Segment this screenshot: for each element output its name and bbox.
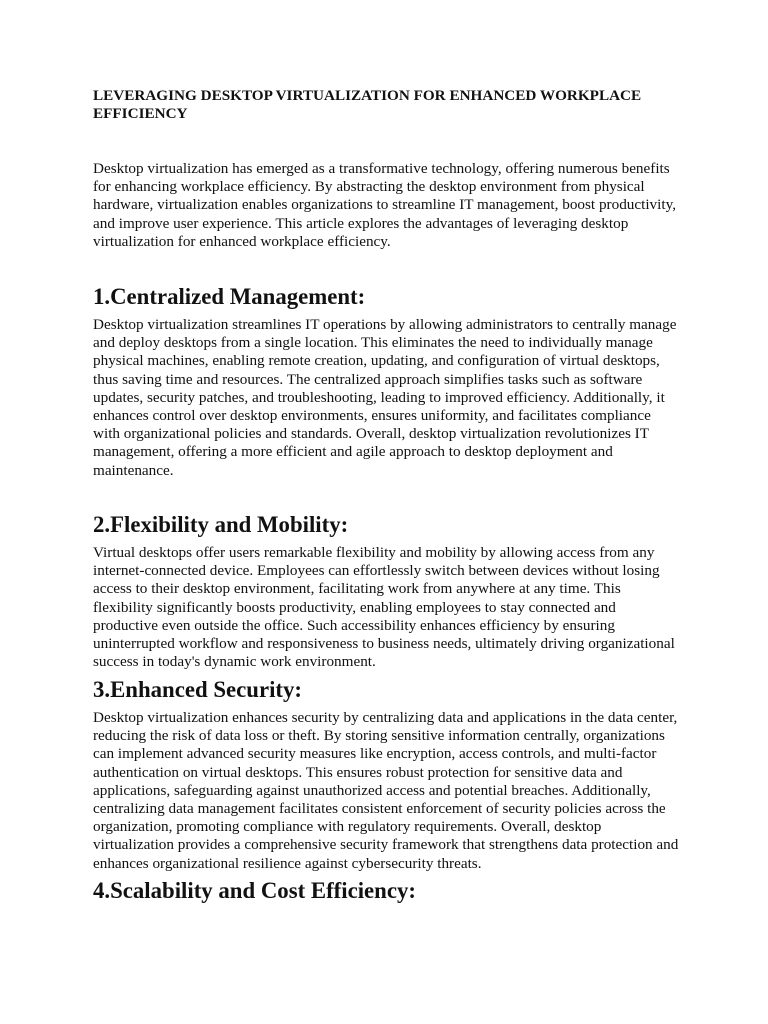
document-page xyxy=(93,86,681,903)
document-title: LEVERAGING DESKTOP VIRTUALIZATION FOR ENHANCED WORKPLACE EFFICIENCY xyxy=(93,87,642,123)
section-heading-enhanced-security: 3.Enhanced Security: xyxy=(93,677,302,702)
section-body-flexibility-mobility: Virtual desktops offer users remarkable flexibility and mobility by allowing access from any internet-connected device. Employees can effortlessly switch between devices without losing access to their desktop environment, facilitating work from anywhere at any time. This flexibility significantly boosts productivity, enabling employees to stay connected and productive even outside the office. Such accessibility enhances efficiency by ensuring uninterrupted workflow and responsiveness to business needs, ultimately driving organizational success in today's dynamic work environment. xyxy=(93,544,675,671)
section-body-enhanced-security: Desktop virtualization enhances security by centralizing data and applications in the data center, reducing the risk of data loss or theft. By storing sensitive information centrally, organizations can implement advanced security measures like encryption, access controls, and multi-factor authentication on virtual desktops. This ensures robust protection for sensitive data and applications, safeguarding against unauthorized access and potential breaches. Additionally, centralizing data management facilitates consistent enforcement of security policies across the organization, promoting compliance with regulatory requirements. Overall, desktop virtualization provides a comprehensive security framework that strengthens data protection and enhances organizational resilience against cybersecurity threats. xyxy=(93,709,679,872)
section-heading-scalability-cost: 4.Scalability and Cost Efficiency: xyxy=(93,878,416,903)
intro-paragraph: Desktop virtualization has emerged as a transformative technology, offering numerous benefits for enhancing workplace efficiency. By abstracting the desktop environment from physical hardware, virtualization enables organizations to streamline IT management, boost productivity, and improve user experience. This article explores the advantages of leveraging desktop virtualization for enhanced workplace efficiency. xyxy=(93,160,676,250)
section-body-centralized-management: Desktop virtualization streamlines IT operations by allowing administrators to centrally manage and deploy desktops from a single location. This eliminates the need to individually manage physical machines, enabling remote creation, updating, and configuration of virtual desktops, thus saving time and resources. The centralized approach simplifies tasks such as software updates, security patches, and troubleshooting, leading to improved efficiency. Additionally, it enhances control over desktop environments, ensures uniformity, and facilitates compliance with organizational policies and standards. Overall, desktop virtualization revolutionizes IT management, offering a more efficient and agile approach to desktop deployment and maintenance. xyxy=(93,316,677,479)
section-heading-flexibility-mobility: 2.Flexibility and Mobility: xyxy=(93,512,349,537)
section-heading-centralized-management: 1.Centralized Management: xyxy=(93,284,366,309)
